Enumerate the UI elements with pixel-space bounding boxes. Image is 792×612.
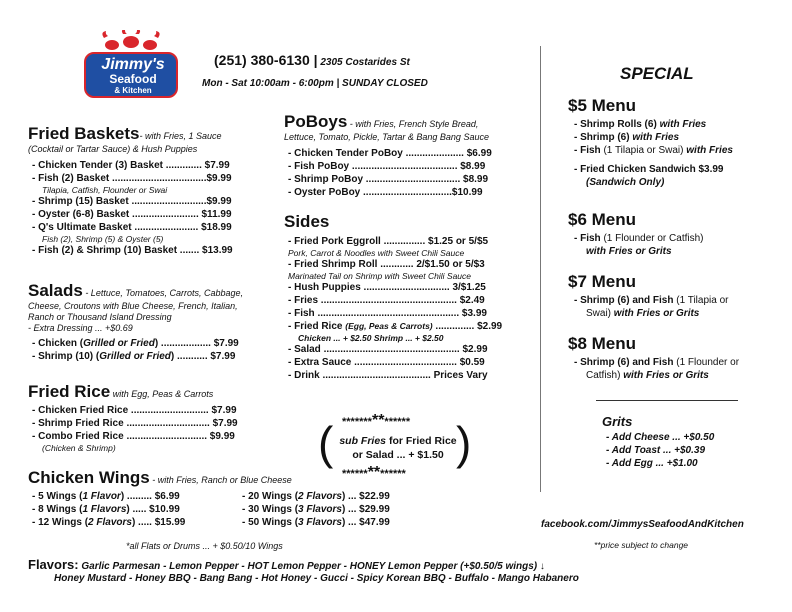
salads-section (28, 281, 243, 363)
menu-item: - Shrimp Rolls (6) with Fries (574, 119, 707, 130)
sides-section (284, 212, 502, 382)
menu-item: - 30 Wings (3 Flavors) ... $29.99 (242, 504, 390, 515)
menu-item: - Fried Rice (Egg, Peas & Carrots) .............. $2.99 (288, 321, 503, 332)
menu-item-cont: with Fries or Grits (586, 246, 672, 257)
menu-item: - 20 Wings (2 Flavors) ... $22.99 (242, 491, 390, 502)
section-title: Salads - Lettuce, Tomatoes, Carrots, Cabbage, (28, 281, 244, 300)
menu-item: - Oyster PoBoy ................................$10.99 (288, 187, 483, 198)
menu-item: - Q's Ultimate Basket ....................... $18.99 (32, 222, 232, 233)
menu-item: - Shrimp (6) and Fish (1 Flounder or (574, 357, 740, 368)
section-desc: - with Fries, Ranch or Blue Cheese (149, 475, 292, 485)
six-dollar-menu (568, 210, 704, 258)
menu-item: - Add Egg ... +$1.00 (606, 458, 698, 469)
item-note: Fish (2), Shrimp (5) & Oyster (5) (42, 234, 164, 244)
seven-dollar-menu (568, 272, 728, 320)
logo-subtitle: Seafood (109, 72, 157, 86)
contact-line (214, 52, 410, 68)
wings-note: *all Flats or Drums ... + $0.50/10 Wings (126, 541, 283, 551)
phone-number: (251) 380-6130 | (214, 52, 318, 68)
wings-left-column (32, 490, 185, 529)
menu-title: $8 Menu (568, 334, 637, 353)
grits-section (602, 414, 714, 470)
menu-item-cont: Swai) with Fries or Grits (586, 308, 700, 319)
menu-item: - 12 Wings (2 Flavors) ..... $15.99 (32, 517, 186, 528)
logo-name: Jimmy's (101, 56, 165, 73)
section-title: Chicken Wings - with Fries, Ranch or Blue Cheese (28, 468, 292, 487)
section-desc: - with Fries, French Style Bread, (347, 119, 479, 129)
flavors-list: Garlic Parmesan - Lemon Pepper - HOT Lemon Pepper - HONEY Lemon Pepper (+$0.50/5 wings) ↓ (78, 561, 545, 572)
eight-dollar-menu (568, 334, 739, 382)
menu-item: - 50 Wings (3 Flavors) ... $47.99 (242, 517, 390, 528)
menu-item: - Salad ................................................. $2.99 (288, 344, 488, 355)
item-note: (Chicken & Shrimp) (42, 443, 116, 453)
wings-right-column (242, 490, 390, 529)
five-dollar-menu (568, 96, 733, 189)
section-title: Fried Baskets- with Fries, 1 Sauce (28, 124, 222, 143)
grits-title: Grits (602, 414, 633, 429)
item-note: Chicken ... + $2.50 Shrimp ... + $2.50 (298, 333, 444, 343)
menu-item: - Add Toast ... +$0.39 (606, 445, 706, 456)
price-note: **price subject to change (594, 540, 689, 550)
column-divider (540, 46, 541, 492)
section-title: Sides (284, 212, 330, 231)
section-desc: - with Fries, 1 Sauce (139, 131, 222, 141)
address: 2305 Costarides St (317, 57, 410, 68)
section-desc: with Egg, Peas & Carrots (110, 389, 214, 399)
item-note: Tilapia, Catfish, Flounder or Swai (42, 185, 168, 195)
business-hours: Mon - Sat 10:00am - 6:00pm | SUNDAY CLOSED (202, 78, 428, 89)
section-desc-3: Ranch or Thousand Island Dressing (28, 312, 172, 322)
item-note: Marinated Tail on Shrimp with Sweet Chili Sauce (288, 271, 471, 281)
logo-subtitle-2: & Kitchen (114, 86, 152, 95)
left-parenthesis: ( (318, 417, 334, 469)
section-desc: - Lettuce, Tomatoes, Carrots, Cabbage, (82, 288, 244, 298)
menu-item: - Fish (1 Tilapia or Swai) with Fries (574, 145, 733, 156)
menu-title: $5 Menu (568, 96, 637, 115)
menu-item: - 8 Wings (1 Flavors) ..... $10.99 (32, 504, 180, 515)
menu-item-cont: Catfish) with Fries or Grits (586, 370, 709, 381)
flavors-line-2: Honey Mustard - Honey BBQ - Bang Bang - Hot Honey - Gucci - Spicy Korean BBQ - Buffalo - Mango Habanero (54, 573, 579, 584)
menu-item: - Extra Sauce ..................................... $0.59 (288, 357, 485, 368)
facebook-link[interactable]: facebook.com/JimmysSeafoodAndKitchen (541, 519, 744, 530)
chicken-wings-section (28, 468, 292, 488)
grits-divider (596, 400, 738, 401)
menu-item: - Chicken (Grilled or Fried) .................. $7.99 (32, 338, 239, 349)
menu-item: - Combo Fried Rice ............................. $9.99 (32, 431, 235, 442)
logo-badge (84, 52, 178, 98)
menu-item: - Fish ................................................... $3.99 (288, 308, 487, 319)
menu-title: $6 Menu (568, 210, 637, 229)
menu-item: - Shrimp Fried Rice .............................. $7.99 (32, 418, 238, 429)
special-title: SPECIAL (620, 64, 694, 83)
menu-item: - Shrimp (10) (Grilled or Fried) ........... $7.99 (32, 351, 236, 362)
menu-item: - 5 Wings (1 Flavor) ......... $6.99 (32, 491, 180, 502)
menu-item: - Add Cheese ... +$0.50 (606, 432, 715, 443)
item-note: (Sandwich Only) (586, 177, 665, 188)
extra-dressing: - Extra Dressing ... +$0.69 (28, 323, 133, 333)
menu-item: - Fried Pork Eggroll ............... $1.25 or 5/$5 (288, 236, 489, 247)
menu-item: - Fish (2) Basket ..................................$9.99 (32, 173, 232, 184)
menu-item: - Chicken Tender PoBoy ..................... $6.99 (288, 148, 492, 159)
section-desc-2: (Cocktail or Tartar Sauce) & Hush Puppies (28, 144, 198, 154)
poboys-section (284, 112, 492, 199)
stars-bottom: ************** (342, 464, 406, 481)
item-note: Pork, Carrot & Noodles with Sweet Chili Sauce (288, 248, 465, 258)
menu-item: - Shrimp PoBoy .................................. $8.99 (288, 174, 489, 185)
crab-icon (84, 30, 178, 54)
section-title: PoBoys - with Fries, French Style Bread, (284, 112, 479, 131)
menu-item: - Drink ....................................... Prices Vary (288, 370, 488, 381)
stars-top: *************** (342, 412, 411, 429)
menu-item: - Oyster (6-8) Basket ........................ $11.99 (32, 209, 232, 220)
menu-item: - Shrimp (15) Basket ...........................$9.99 (32, 196, 232, 207)
menu-item: - Fries ................................................. $2.49 (288, 295, 485, 306)
flavors-line-1 (28, 556, 545, 574)
section-desc-2: Lettuce, Tomato, Pickle, Tartar & Bang Bang Sauce (284, 132, 489, 142)
menu-item: - Fish PoBoy ...................................... $8.99 (288, 161, 486, 172)
menu-item: - Hush Puppies ............................... 3/$1.25 (288, 282, 486, 293)
fried-rice-section (28, 382, 238, 453)
flavors-label: Flavors: (28, 557, 79, 572)
fried-baskets-section (28, 124, 233, 257)
logo (84, 30, 178, 98)
section-desc-2: Cheese, Croutons with Blue Cheese, French, Italian, (28, 301, 238, 311)
menu-item: - Chicken Fried Rice ............................ $7.99 (32, 405, 237, 416)
menu-item: - Shrimp (6) with Fries (574, 132, 680, 143)
menu-item: - Fish (2) & Shrimp (10) Basket ....... $13.99 (32, 245, 233, 256)
menu-title: $7 Menu (568, 272, 637, 291)
menu-item: - Fish (1 Flounder or Catfish) (574, 233, 704, 244)
section-title: Fried Rice with Egg, Peas & Carrots (28, 382, 214, 401)
menu-item: - Chicken Tender (3) Basket ............. $7.99 (32, 160, 230, 171)
menu-item: - Fried Shrimp Roll ............ 2/$1.50 or 5/$3 (288, 259, 485, 270)
menu-item: - Fried Chicken Sandwich $3.99 (574, 164, 724, 175)
right-parenthesis: ) (456, 417, 472, 469)
menu-item: - Shrimp (6) and Fish (1 Tilapia or (574, 295, 729, 306)
sub-fries-note: sub Fries for Fried Rice or Salad ... + $1.50 (339, 435, 457, 461)
